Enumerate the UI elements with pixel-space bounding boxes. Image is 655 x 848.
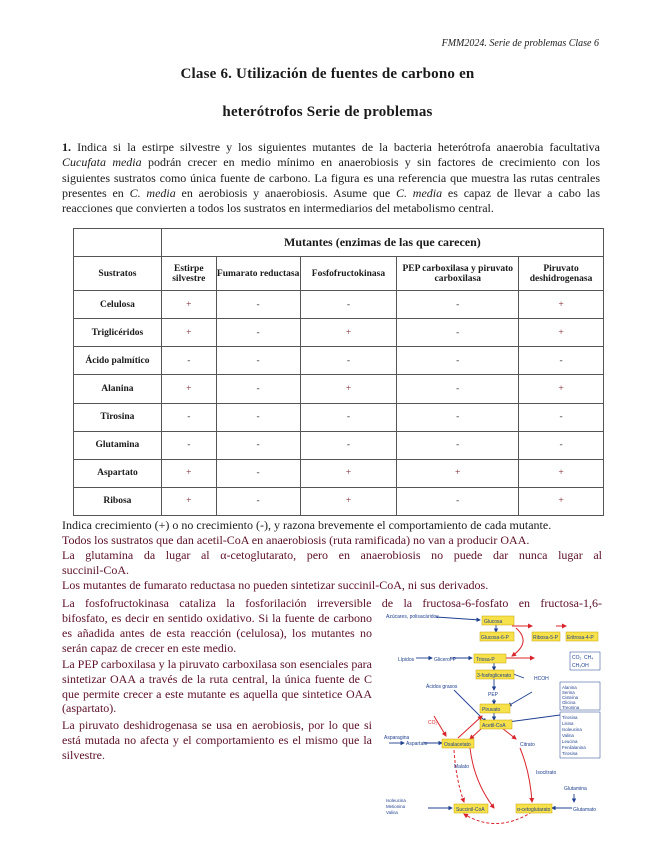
intro-part-1: Indica si la estirpe silvestre y los siguientes mutantes de la bacteria heterótrofa anaerobia facultativa	[71, 140, 600, 154]
col-header: Piruvato deshidrogenasa	[519, 257, 604, 291]
growth-cell: -	[397, 403, 519, 431]
answer-3: Los mutantes de fumarato reductasa no pueden sintetizar succinil-CoA, ni sus derivados.	[62, 578, 489, 592]
species-short-1: C. media	[129, 185, 176, 200]
label-co2-red: CO₂	[428, 720, 438, 726]
table-header-row	[74, 257, 604, 291]
iso-group-text: Isoleucina Metionina Valina	[386, 798, 406, 815]
mutants-table	[73, 228, 604, 516]
growth-cell: -	[519, 431, 604, 459]
growth-cell: -	[397, 291, 519, 319]
label-fosfoglicerato: 3-fosfoglicerato	[477, 673, 512, 679]
label-aspartato: Aspartato	[406, 741, 428, 747]
growth-cell: +	[300, 375, 397, 403]
label-triosap: Triosa-P	[476, 657, 495, 663]
substrate-cell: Ácido palmítico	[74, 347, 162, 375]
label-oxalacetato: Oxalacetato	[444, 742, 471, 748]
growth-cell: +	[519, 487, 604, 515]
growth-cell: -	[216, 431, 300, 459]
substrate-cell: Alanina	[74, 375, 162, 403]
substrate-cell: Glutamina	[74, 431, 162, 459]
label-acetoglutarato: α-cetoglutarato	[517, 807, 551, 813]
page-subtitle: heterótrofos Serie de problemas	[222, 104, 433, 120]
answer-6: La piruvato deshidrogenasa se usa en aerobiosis, por lo que si está mutada no afecta y el comportamiento es el mismo que la silvestre.	[62, 718, 372, 762]
col-header: Fumarato reductasa	[216, 257, 300, 291]
growth-cell: -	[161, 403, 216, 431]
header-note: FMM2024. Serie de problemas Clase 6	[441, 38, 599, 49]
label-hcoh: HCOH	[534, 676, 549, 682]
growth-cell: +	[300, 459, 397, 487]
intro-part-3: en aerobiosis y anaerobiosis. Asume que	[175, 185, 396, 200]
label-glucosa: Glucosa	[484, 619, 503, 625]
label-asparagina: Asparagina	[384, 735, 410, 741]
substrate-cell: Ribosa	[74, 487, 162, 515]
problem-number: 1.	[62, 140, 71, 154]
growth-cell: +	[161, 291, 216, 319]
answer-4-line-1: La fosfofructokinasa cataliza la fosforilación irreversible de la fructosa-6-fosfato en fructosa-1,6-	[62, 596, 602, 610]
table-row	[74, 403, 604, 431]
substrate-cell: Celulosa	[74, 291, 162, 319]
col-header: Estirpe silvestre	[161, 257, 216, 291]
col-header: Sustratos	[74, 257, 162, 291]
label-ch3oh: CH₃OH	[572, 663, 589, 669]
mutants-group-header: Mutantes (enzimas de las que carecen)	[161, 229, 603, 257]
growth-cell: -	[397, 487, 519, 515]
growth-cell: +	[161, 375, 216, 403]
table-row	[74, 459, 604, 487]
growth-cell: -	[216, 403, 300, 431]
label-glucosa6p: Glucosa-6-P	[481, 635, 509, 641]
answer-4-line-2: bifosfato, es decir en sentido oxidativo. Si la fuente de carbono es añadida antes de esta reacción (celulosa), los mutantes no serán capaz de crecer en este medio.	[62, 611, 372, 655]
aa-group2-text: Tirosina Lisina Isoleucina Valina Leucina Fenilalanina Tirosina	[562, 715, 586, 756]
label-eritrosa4p: Eritrosa-4-P	[567, 635, 594, 641]
label-azucares: Azúcares, polisacáridos	[386, 614, 439, 620]
table-row	[74, 375, 604, 403]
col-header: PEP carboxilasa y piruvato carboxilasa	[397, 257, 519, 291]
answer-2-line-2: succinil-CoA.	[62, 563, 129, 577]
growth-cell: +	[397, 459, 519, 487]
label-piruvato: Piruvato	[482, 707, 501, 713]
growth-cell: -	[397, 319, 519, 347]
substrate-cell: Tirosina	[74, 403, 162, 431]
growth-cell: -	[216, 375, 300, 403]
growth-cell: -	[216, 319, 300, 347]
answer-1: Todos los sustratos que dan acetil-CoA en anaerobiosis (ruta ramificada) no van a producir OAA.	[62, 533, 530, 547]
growth-cell: +	[161, 459, 216, 487]
growth-cell: -	[216, 487, 300, 515]
growth-cell: +	[300, 487, 397, 515]
table-corner	[74, 229, 162, 257]
growth-cell: -	[397, 431, 519, 459]
label-isocitrato: Isocitrato	[536, 770, 557, 776]
label-co2: CO₂	[572, 655, 582, 661]
problem-statement	[62, 140, 600, 216]
growth-cell: -	[300, 403, 397, 431]
answer-5: La PEP carboxilasa y la piruvato carboxilasa son esenciales para sintetizar OAA a través de la ruta central, la única fuente de C que permite crecer a este mutante es aquella que sintetice OAA (aspartato).	[62, 657, 372, 716]
label-glutamina: Glutamina	[564, 786, 587, 792]
answer-instruction: Indica crecimiento (+) o no crecimiento (-), y razona brevemente el comportamiento de cada mutante.	[62, 518, 552, 532]
table-row	[74, 431, 604, 459]
growth-cell: +	[519, 375, 604, 403]
growth-cell: +	[519, 319, 604, 347]
label-ch4: CH₄	[584, 655, 594, 661]
growth-cell: +	[161, 319, 216, 347]
growth-cell: -	[300, 431, 397, 459]
growth-cell: -	[216, 459, 300, 487]
growth-cell: -	[300, 347, 397, 375]
intro-part-2: podrán crecer en medio mínimo en anaerobiosis y sin factores de crecimiento con los siguientes sustratos como única fuente de carbono. La figura es una referencia que muestra las rutas centrales presentes en	[62, 155, 601, 200]
table-row	[74, 487, 604, 515]
species-short-2: C. media	[395, 185, 443, 200]
growth-cell: -	[161, 347, 216, 375]
growth-cell: -	[216, 347, 300, 375]
growth-cell: -	[519, 403, 604, 431]
substrate-cell: Triglicéridos	[74, 319, 162, 347]
growth-cell: +	[519, 459, 604, 487]
growth-cell: +	[300, 319, 397, 347]
growth-cell: -	[397, 347, 519, 375]
label-ribosa5p: Ribosa-5-P	[533, 635, 559, 641]
species-name: Cucufata media	[62, 155, 142, 170]
growth-cell: -	[161, 431, 216, 459]
label-succinilcoa: Succinil-CoA	[456, 807, 485, 813]
table-row	[74, 291, 604, 319]
label-glutamato: Glutamato	[573, 807, 597, 813]
growth-cell: -	[216, 291, 300, 319]
label-glicerol: Glicerol-P	[434, 657, 456, 663]
label-acidos-grasos: Ácidos grasos	[426, 684, 458, 690]
table-row	[74, 319, 604, 347]
page-title: Clase 6. Utilización de fuentes de carbono en	[180, 66, 475, 82]
answer-2-line-1: La glutamina da lugar al α-cetoglutarato, pero en anaerobiosis no puede dar nunca lugar al	[62, 548, 602, 562]
growth-cell: +	[161, 487, 216, 515]
metabolic-pathway-diagram	[384, 612, 604, 836]
growth-cell: -	[519, 347, 604, 375]
label-citrato: Citrato	[520, 742, 535, 748]
growth-cell: +	[519, 291, 604, 319]
aa-group1-text: Alanina Serina Cisteína Glicina Treonina	[562, 685, 580, 710]
label-malato: Malato	[454, 764, 470, 770]
substrate-cell: Aspartato	[74, 459, 162, 487]
label-lipidos: Lípidos	[398, 657, 415, 663]
col-header: Fosfofructokinasa	[300, 257, 397, 291]
growth-cell: -	[300, 291, 397, 319]
table-row	[74, 347, 604, 375]
label-pep: PEP	[488, 692, 499, 698]
label-acetilcoa: Acetil-CoA	[482, 723, 506, 729]
growth-cell: -	[397, 375, 519, 403]
intro-part-4: es capaz de llevar a cabo las reacciones que convierten a todos los sustratos en intermediarios del metabolismo central.	[62, 185, 600, 216]
